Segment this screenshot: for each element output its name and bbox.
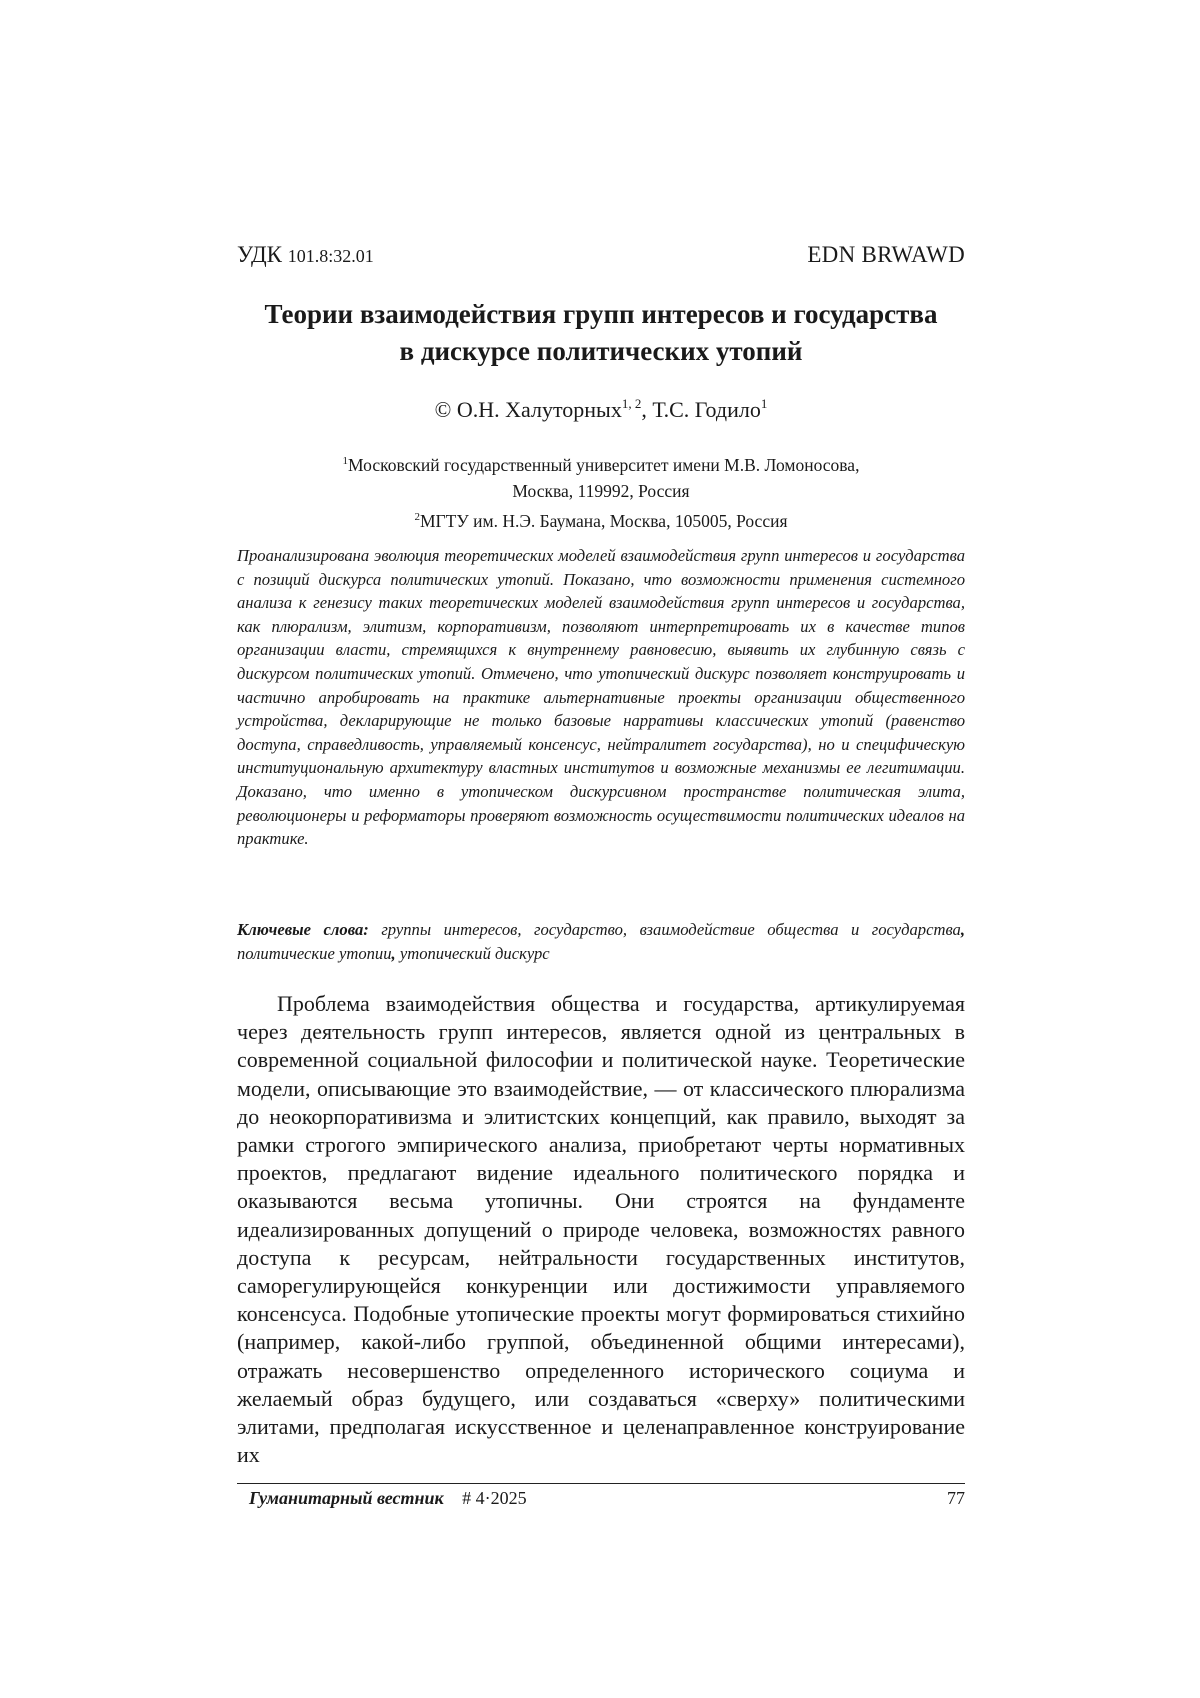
keywords xyxy=(237,918,965,965)
affiliation-2-text: МГТУ им. Н.Э. Баумана, Москва, 105005, Россия xyxy=(420,511,788,531)
affiliation-2-mark: 2 xyxy=(414,511,420,523)
page-number: 77 xyxy=(947,1488,965,1508)
title-line-2: в дискурсе политических утопий xyxy=(399,336,803,366)
author-separator: , xyxy=(641,397,647,422)
article-title xyxy=(237,296,965,370)
affiliation-2 xyxy=(237,504,965,534)
edn-code: EDN BRWAWD xyxy=(807,242,965,267)
affiliation-1-mark: 1 xyxy=(342,455,349,467)
udk xyxy=(237,242,374,268)
copyright-sign: © xyxy=(434,397,452,422)
title-line-1: Теории взаимодействия групп интересов и государства xyxy=(264,299,938,329)
article-header xyxy=(237,242,965,268)
author-1-affiliation: 1, 2 xyxy=(621,396,642,411)
keywords-part-1: группы интересов, государство, взаимодействие общества и государства xyxy=(381,920,961,939)
affiliation-1-text: Московский государственный университет имени М.В. Ломоносова, xyxy=(348,455,860,475)
keywords-label: Ключевые слова: xyxy=(237,920,369,939)
footer-journal-info xyxy=(249,1488,527,1509)
page-footer xyxy=(249,1488,965,1509)
keywords-part-3: утопический дискурс xyxy=(399,943,550,963)
udk-code: 101.8:32.01 xyxy=(287,246,374,266)
author-2-affiliation: 1 xyxy=(760,396,768,411)
keywords-part-2: политические утопии xyxy=(237,943,392,963)
affiliation-1-line-2: Москва, 119992, Россия xyxy=(512,481,690,501)
keywords-separator-1: , xyxy=(960,920,965,939)
footer-divider xyxy=(237,1483,965,1484)
author-1: О.Н. Халуторных xyxy=(456,397,622,422)
body-paragraph: Проблема взаимодействия общества и государства, артикулируемая через деятельность групп интересов, является одной из центральных в современной социальной философии и политической науке. Теоретические модели, описывающие это взаимодействие, — от классического плюрализма до неокорпоративизма и элитистских концепций, как правило, выходят за рамки строгого эмпирического анализа, приобретают черты нормативных проектов, предлагают видение идеального политического порядка и оказываются весьма утопичны. Они строятся на фундаменте идеализированных допущений о природе человека, возможностях равного доступа к ресурсам, нейтральности государственных институтов, саморегулирующейся конкуренции или достижимости управляемого консенсуса. Подобные утопические проекты могут формироваться стихийно (например, какой-либо группой, объединенной общими интересами), отражать несовершенство определенного исторического социума и желаемый образ будущего, или создаваться «сверху» политическими элитами, предполагая искусственное и целенаправленное конструирование их xyxy=(237,991,965,1468)
keywords-separator-2: , xyxy=(391,943,396,963)
abstract: Проанализирована эволюция теоретических моделей взаимодействия групп интересов и государства с позиций дискурса политических утопий. Показано, что возможности применения системного анализа к генезису таких теоретических моделей взаимодействия групп интересов и государства, как плюрализм, элитизм, корпоративизм, позволяют интерпретировать их в качестве типов организации власти, стремящихся к внутреннему равновесию, выявить их глубинную связь с дискурсом политических утопий. Отмечено, что утопический дискурс позволяет конструировать и частично апробировать на практике альтернативные проекты организации общественного устройства, декларирующие не только базовые нарративы классических утопий (равенство доступа, справедливость, управляемый консенсус, нейтралитет государства), но и специфическую институциональную архитектуру властных институтов и возможные механизмы ее легитимации. Доказано, что именно в утопическом дискурсивном пространстве политическая элита, революционеры и реформаторы проверяют возможность осуществимости политических идеалов на практике. xyxy=(237,546,965,849)
journal-name: Гуманитарный вестник xyxy=(249,1488,444,1508)
affiliations xyxy=(237,448,965,534)
authors xyxy=(237,396,965,423)
udk-label: УДК xyxy=(237,242,282,267)
article-page xyxy=(237,0,965,1698)
journal-issue: # 4·2025 xyxy=(462,1488,527,1508)
affiliation-1-line-1 xyxy=(237,448,965,478)
author-2: Т.С. Годило xyxy=(652,397,761,422)
